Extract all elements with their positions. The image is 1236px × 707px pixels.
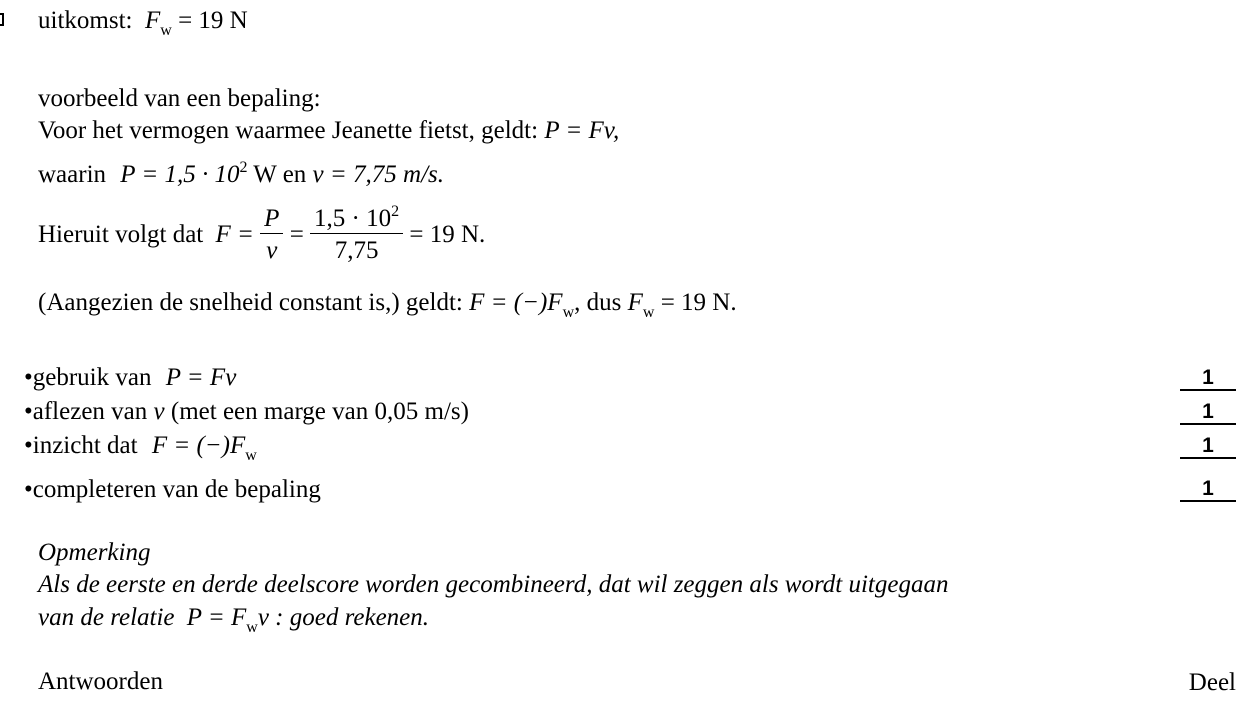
criterion-item: •completeren van de bepaling [24,476,321,503]
example-line-1: Voor het vermogen waarmee Jeanette fietst, geldt: P = Fv, [38,117,620,144]
result-value: = 19 N [178,7,248,34]
velocity-value: v = 7,75 m/s. [312,161,444,188]
power-formula: P = Fv, [544,117,620,144]
footer-right: Deel [1188,669,1236,696]
power-value: P = 1,5 · 10 [120,161,240,188]
remark-heading: Opmerking [38,539,151,566]
remark-line-2: van de relatie $P = F_wv$ : goed rekenen. [38,604,430,636]
fraction-values: $\frac{1,5 \cdot 10^2}{7,75}$ [310,206,403,263]
example-line-4: (Aangezien de snelheid constant is,) geldt: $F = (-)F_w$, dus $F_w = 19$ N. [38,289,737,321]
score-value: 1 [1180,435,1236,459]
footer-left: Antwoorden [38,668,163,695]
remark-line-1: Als de eerste en derde deelscore worden gecombineerd, dat wil zeggen als wordt uitgegaan [38,571,949,598]
score-value: 1 [1180,401,1236,425]
score-value: 1 [1180,478,1236,502]
checkbox-icon [0,13,4,26]
criterion-item: •gebruik van P = Fv [24,364,237,391]
example-line-3: Hieruit volgt dat F = $\frac{P}{v}$ = $\frac{1,5 \cdot 10^2}{7,75}$ = 19 N. [38,203,486,264]
result-subscript: w [160,22,172,39]
example-line-2: waarin $P = 1,5 \cdot 10^2$ W en v = 7,75 m/s. [38,159,444,188]
score-value: 1 [1180,367,1236,391]
criterion-item: •inzicht dat $F = (-)F_w$ [24,432,257,464]
criterion-item: •aflezen van v (met een marge van 0,05 m/s) [24,398,469,425]
fraction-p-over-v: $\frac{P}{v}$ [260,206,283,263]
result-line: uitkomst: $F_w = 19$ N [38,7,248,39]
example-intro: voorbeeld van een bepaling: [38,85,321,112]
result-label: uitkomst: [38,7,133,34]
